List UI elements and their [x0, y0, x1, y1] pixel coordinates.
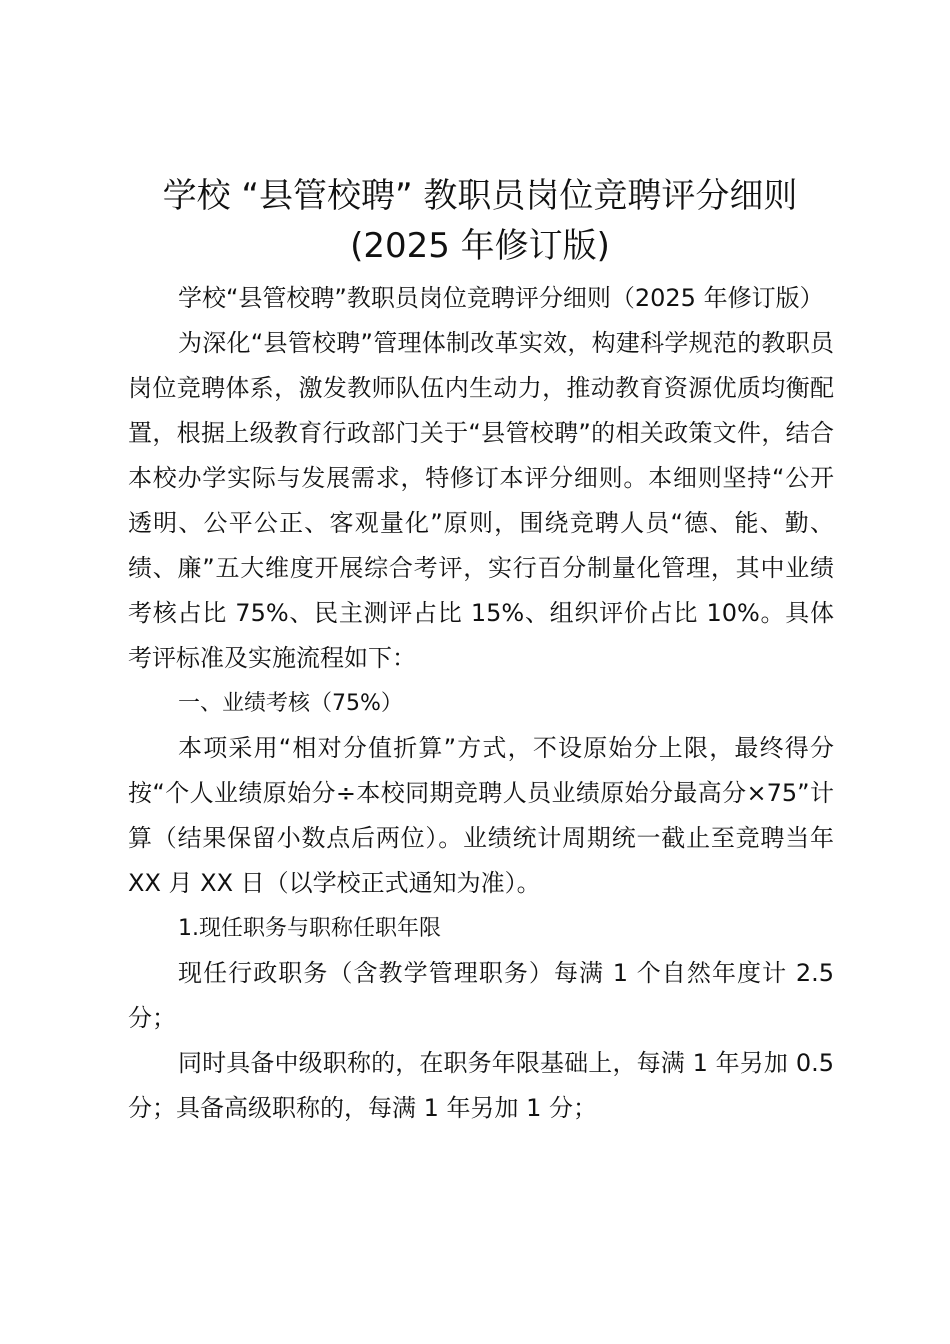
document-title-edition: (2025 年修订版) [350, 226, 610, 266]
item-heading-tenure: 1.现任职务与职称任职年限 [178, 916, 441, 941]
item-paragraph-tenure-1: 现任行政职务（含教学管理职务）每满 1 个自然年度计 2.5 分； [128, 959, 834, 1032]
section-heading-performance: 一、业绩考核（75%） [178, 691, 403, 716]
intro-paragraph: 为深化“县管校聘”管理体制改革实效，构建科学规范的教职员岗位竞聘体系，激发教师队伍内生动力，推动教育资源优质均衡配置，根据上级教育行政部门关于“县管校聘”的相关政策文件，结合本校办学实际与发展需求，特修订本评分细则。本细则坚持“公开透明、公平公正、客观量化”原则，围绕竞聘人员“德、能、勤、绩、廉”五大维度开展综合考评，实行百分制量化管理，其中业绩考核占比 75%、民主测评占比 15%、组织评价占比 10%。具体考评标准及实施流程如下： [128, 329, 834, 672]
section-paragraph-performance: 本项采用“相对分值折算”方式，不设原始分上限，最终得分按“个人业绩原始分÷本校同期竞聘人员业绩原始分最高分×75”计算（结果保留小数点后两位）。业绩统计周期统一截止至竞聘当年 XX 月 XX 日（以学校正式通知为准）。 [128, 734, 834, 897]
subtitle-paragraph: 学校“县管校聘”教职员岗位竞聘评分细则（2025 年修订版） [178, 284, 824, 312]
document-title: 学校 “县管校聘” 教职员岗位竞聘评分细则 [162, 176, 798, 216]
item-paragraph-tenure-2: 同时具备中级职称的，在职务年限基础上，每满 1 年另加 0.5 分；具备高级职称的，每满 1 年另加 1 分； [128, 1049, 834, 1122]
document-body [128, 276, 834, 1131]
